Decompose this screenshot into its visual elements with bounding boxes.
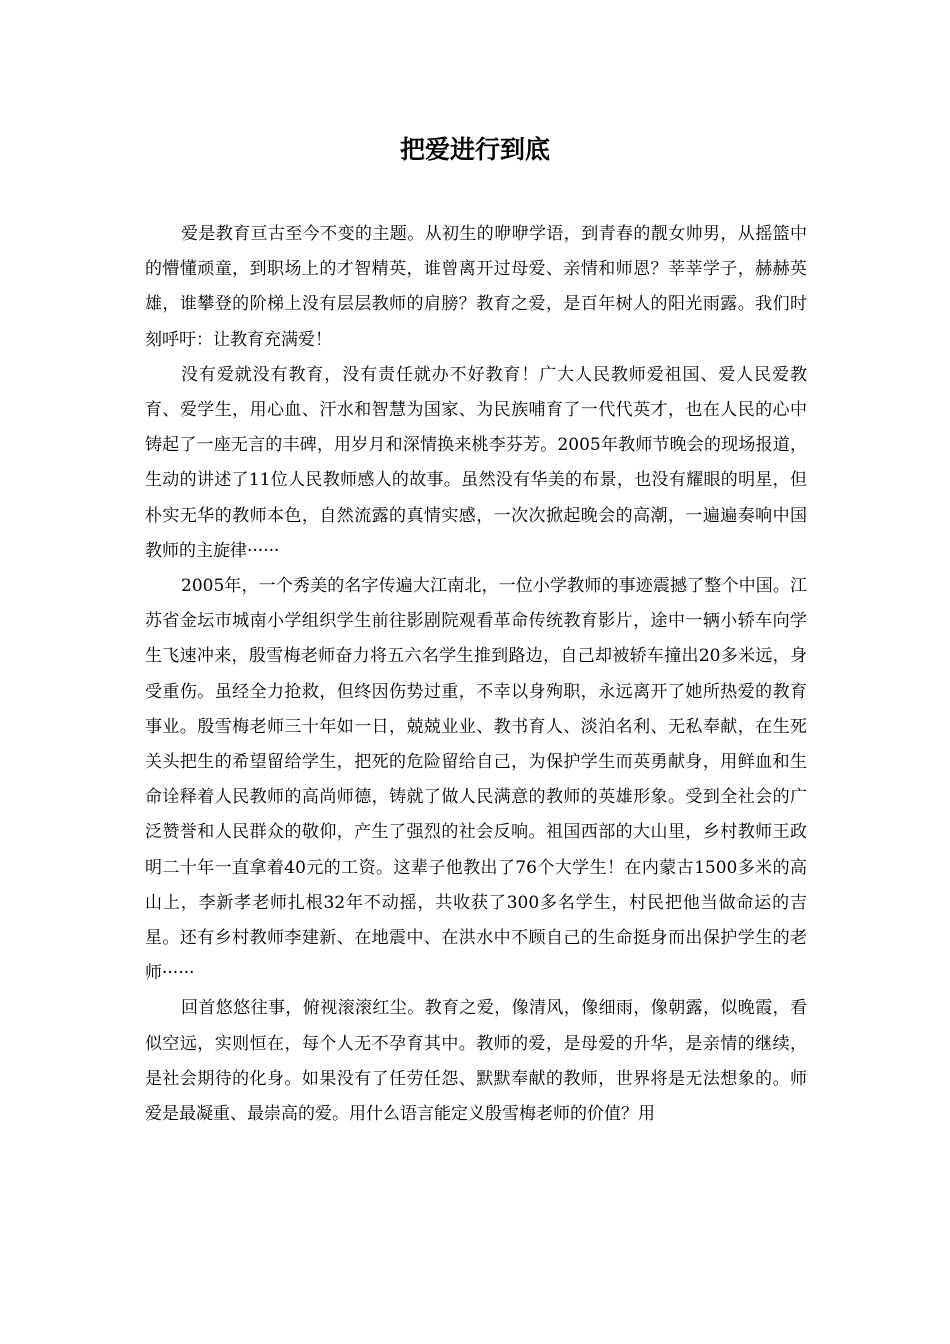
paragraph-1: 爱是教育亘古至今不变的主题。从初生的咿咿学语，到青春的靓女帅男，从摇篮中的懵懂顽童，到职场上的才智精英，谁曾离开过母爱、亲情和师恩？莘莘学子，赫赫英雄，谁攀登的阶梯上没有层层教师的肩膀？教育之爱，是百年树人的阳光雨露。我们时刻呼吁：让教育充满爱！	[145, 224, 807, 350]
paragraph-3: 2005年，一个秀美的名字传遍大江南北，一位小学教师的事迹震撼了整个中国。江苏省金坛市城南小学组织学生前往影剧院观看革命传统教育影片，途中一辆小轿车向学生飞速冲来，殷雪梅老师奋力将五六名学生推到路边，自己却被轿车撞出20多米远，身受重伤。虽经全力抢救，但终因伤势过重，不幸以身殉职，永远离开了她所热爱的教育事业。殷雪梅老师三十年如一日，兢兢业业、教书育人、淡泊名利、无私奉献，在生死关头把生的希望留给学生，把死的危险留给自己，为保护学生而英勇献身，用鲜血和生命诠释着人民教师的高尚师德，铸就了做人民满意的教师的英雄形象。受到全社会的广泛赞誉和人民群众的敬仰，产生了强烈的社会反响。祖国西部的大山里，乡村教师王政明二十年一直拿着40元的工资。这辈子他教出了76个大学生！在内蒙古1500多米的高山上，李新孝老师扎根32年不动摇，共收获了300多名学生，村民把他当做命运的吉星。还有乡村教师李建新、在地震中、在洪水中不顾自己的生命挺身而出保护学生的老师······	[145, 576, 807, 984]
document-body	[145, 217, 807, 1132]
paragraph-2: 没有爱就没有教育，没有责任就办不好教育！广大人民教师爱祖国、爱人民爱教育、爱学生，用心血、汗水和智慧为国家、为民族哺育了一代代英才，也在人民的心中铸起了一座无言的丰碑，用岁月和深情换来桃李芬芳。2005年教师节晚会的现场报道，生动的讲述了11位人民教师感人的故事。虽然没有华美的布景，也没有耀眼的明星，但朴实无华的教师本色，自然流露的真情实感，一次次掀起晚会的高潮，一遍遍奏响中国教师的主旋律······	[145, 364, 807, 561]
paragraph-4: 回首悠悠往事，俯视滚滚红尘。教育之爱，像清风，像细雨，像朝露，似晚霞，看似空远，实则恒在，每个人无不孕育其中。教师的爱，是母爱的升华，是亲情的继续，是社会期待的化身。如果没有了任劳任怨、默默奉献的教师，世界将是无法想象的。师爱是最凝重、最崇高的爱。用什么语言能定义殷雪梅老师的价值？用	[145, 998, 807, 1125]
document-title: 把爱进行到底	[399, 135, 550, 164]
